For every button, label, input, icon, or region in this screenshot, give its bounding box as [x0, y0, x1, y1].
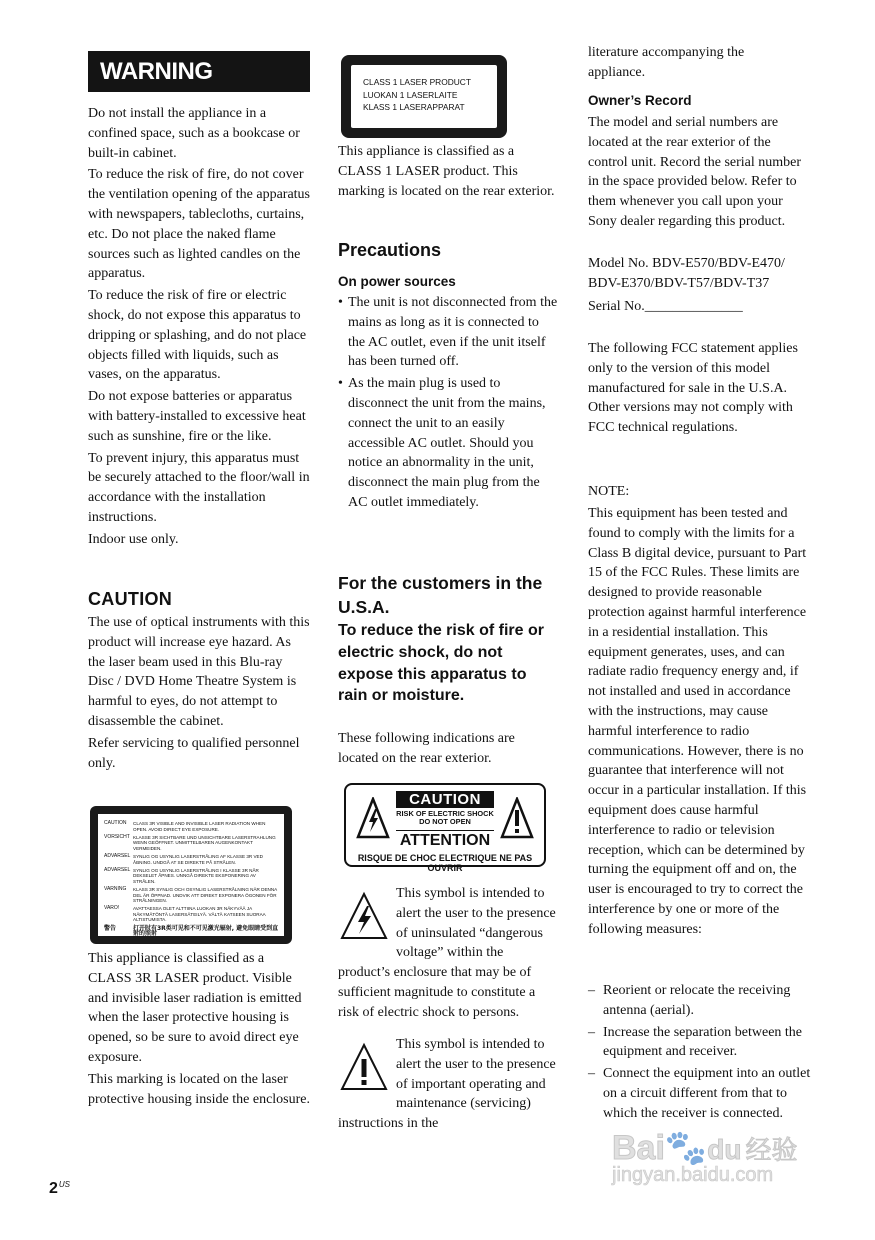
list-item: – Connect the equipment into an outlet on a circuit different from that to which the receiver is connected.	[588, 1066, 811, 1121]
label-line: LUOKAN 1 LASERLAITE	[363, 89, 458, 100]
owners-record-heading: Owner’s Record	[588, 93, 692, 108]
label-line: KLASS 1 LASERAPPARAT	[363, 102, 465, 112]
warning-section	[88, 104, 310, 552]
list-item: • The unit is not disconnected from the mains as long as it is connected to the AC outlet, even if the unit itself has been turned off.	[338, 295, 558, 370]
watermark-brand: Bai	[612, 1129, 665, 1167]
lightning-triangle-icon	[338, 888, 390, 946]
measures-list	[588, 981, 812, 1126]
class1-laser-label	[341, 55, 507, 138]
usa-warning: To reduce the risk of fire or electric shock, do not expose this apparatus to rain or moisture.	[338, 622, 544, 705]
class3r-paragraph: This marking is located on the laser protective housing inside the enclosure.	[88, 1071, 310, 1107]
caution-paragraph: The use of optical instruments with this product will increase eye hazard. As the laser beam used in this Blu-ray Disc / DVD Home Theatre System is harmful to eyes, do not attempt to disassemble the cabinet.	[88, 615, 310, 729]
lightning-symbol-explanation: This symbol is intended to alert the user to the presence of uninsulated “dangerous voltage” within the product’s enclosure that may be of sufficient magnitude to constitute a risk of electric shock to persons.	[338, 886, 556, 1020]
list-item: • As the main plug is used to disconnect the unit from the mains, connect the unit to an easily accessible AC outlet. Should you notice an abnormality in the unit, disconnect the main plug from the AC outlet immediately.	[338, 376, 546, 510]
list-item: – Reorient or relocate the receiving antenna (aerial).	[588, 983, 791, 1018]
caution-word: CAUTION	[396, 791, 494, 808]
warning-paragraph: To reduce the risk of fire or electric shock, do not expose this apparatus to dripping or splashing, and do not place objects filled with liquids, such as vases, on the apparatus.	[88, 288, 307, 383]
label-row: VORSICHT KLASSE 3R SICHTBARE UND UNSICHTBARE LASERSTRAHLUNG WENN GEÖFFNET. UNMITTELBAREN AUGENKONTAKT VERMEIDEN.	[104, 833, 276, 851]
warning-paragraph: To reduce the risk of fire, do not cover the ventilation opening of the apparatus with newspapers, tablecloths, curtains, etc. Do not place the naked flame sources such as lighted candles on the apparatus.	[88, 167, 310, 282]
label-row: CAUTION CLASS 3R VISIBLE AND INVISIBLE LASER RADIATION WHEN OPEN. AVOID DIRECT EYE EXPOSURE.	[104, 820, 266, 832]
label-row: ADVARSEL SYNLIG OG USYNLIG LASERSTRÅLING AF KLASSE 3R VED ÅBNING. UNDGÅ AT SE DIREKTE PÅ STRÅLEN.	[104, 852, 263, 865]
french-warning: RISQUE DE CHOC ELECTRIQUE NE PAS OUVRIR	[357, 853, 533, 873]
warning-paragraph: Do not expose batteries or apparatus with battery-installed to excessive heat such as sunshine, fire or the like.	[88, 389, 306, 444]
power-sources-heading: On power sources	[338, 274, 456, 289]
baidu-watermark	[612, 1128, 822, 1208]
class3r-paragraph: This appliance is classified as a CLASS 3R LASER product. Visible and invisible laser radiation is emitted when the laser protective housing is opened, so be sure to avoid direct eye exposure.	[88, 951, 302, 1065]
caution-section	[88, 613, 310, 775]
label-row: 警告 打开时有3R类可见和不可见激光辐射, 避免眼睛受到直射的照射	[104, 924, 279, 938]
caution-paragraph: Refer servicing to qualified personnel only.	[88, 735, 300, 771]
warning-paragraph: To prevent injury, this apparatus must be securely attached to the floor/wall in accordance with the installation instructions.	[88, 450, 310, 525]
exclamation-symbol-explanation: This symbol is intended to alert the user to the presence of important operating and maintenance (servicing) instructions in the	[338, 1037, 556, 1132]
exclamation-warning-icon	[500, 797, 534, 841]
precautions-heading: Precautions	[338, 240, 442, 260]
note-paragraph: This equipment has been tested and found to comply with the limits for a Class B digital device, pursuant to Part 15 of the FCC Rules. These limits are designed to provide reasonable protection against harmful interference in a residential installation. This equipment generates, uses, and can radiate radio frequency energy and, if not installed and used in accordance with the instructions, may cause harmful interference to radio communications. However, there is no guarantee that interference will not occur in a particular installation. If this equipment does cause harmful interference to radio or television reception, which can be determined by turning the equipment off and on, the user is encouraged to try to correct the interference by one or more of the following measures:	[588, 506, 807, 937]
label-row: ADVARSEL SYNLIG OG USYNLIG LASERSTRÅLING I KLASSE 3R NÅR DEKSELET ÅPNES. UNNGÅ DIREKTE EKSPONERING AV STRÅLEN.	[104, 866, 259, 884]
model-number-line: Model No. BDV-E570/BDV-E470/ BDV-E370/BDV-T57/BDV-T37	[588, 256, 785, 291]
fcc-paragraph: The following FCC statement applies only to the version of this model manufactured for sale in the U.S.A. Other versions may not comply with FCC technical regulations.	[588, 341, 798, 436]
risk-line: RISK OF ELECTRIC SHOCK	[396, 809, 494, 818]
do-not-open-line: DO NOT OPEN	[419, 817, 471, 827]
watermark-brand-cn: 经验	[745, 1136, 798, 1166]
electric-shock-caution-label	[344, 783, 546, 873]
exclamation-triangle-icon	[338, 1039, 390, 1097]
label-row: VARO! AVATTAESSA OLET ALTTIINA LUOKAN 3R NÄKYVÄÄ JA NÄKYMÄTÖNTÄ LASERSÄTEILYÄ. VÄLTÄ KATSEEN SUORAA ALTISTUMISTA.	[104, 905, 266, 923]
label-line: CLASS 1 LASER PRODUCT	[363, 77, 471, 87]
owners-record-paragraph: The model and serial numbers are located at the rear exterior of the control unit. Record the serial number in the space provided below. Refer to them whenever you call upon your Sony dealer regarding this product.	[588, 115, 802, 229]
serial-number-line: Serial No.______________	[588, 299, 743, 314]
power-sources-list	[338, 293, 558, 515]
warning-heading: WARNING	[88, 51, 310, 92]
watermark-du: du	[707, 1134, 742, 1165]
warning-paragraph: Indoor use only.	[88, 531, 179, 547]
continued-paragraph: literature accompanying the appliance.	[588, 45, 745, 80]
indications-paragraph: These following indications are located on the rear exterior.	[338, 731, 515, 766]
caution-heading: CAUTION	[88, 589, 173, 609]
class3r-section	[88, 949, 310, 1111]
paw-icon: 🐾	[664, 1129, 708, 1167]
list-item: – Increase the separation between the equipment and receiver.	[588, 1024, 803, 1060]
usa-heading: For the customers in the U.S.A.	[338, 573, 543, 617]
watermark-url: jingyan.baidu.com	[612, 1164, 774, 1186]
class3r-laser-label	[90, 806, 292, 944]
page-number: $2^{US}$	[49, 1180, 71, 1197]
class1-paragraph: This appliance is classified as a CLASS 1 LASER product. This marking is located on the rear exterior.	[338, 144, 555, 199]
attention-word: ATTENTION	[396, 830, 494, 849]
note-heading: NOTE:	[588, 484, 630, 499]
lightning-warning-icon	[356, 797, 390, 841]
warning-paragraph: Do not install the appliance in a confined space, such as a bookcase or built-in cabinet.	[88, 106, 300, 161]
label-row: VARNING KLASS 3R SYNLIG OCH OSYNLIG LASERSTRÅLNING NÄR DENNA DEL ÄR ÖPPNAD. UNDVIK ATT DIREKT EXPONERA ÖGONEN FÖR STRÅLNINGEN.	[104, 885, 277, 904]
